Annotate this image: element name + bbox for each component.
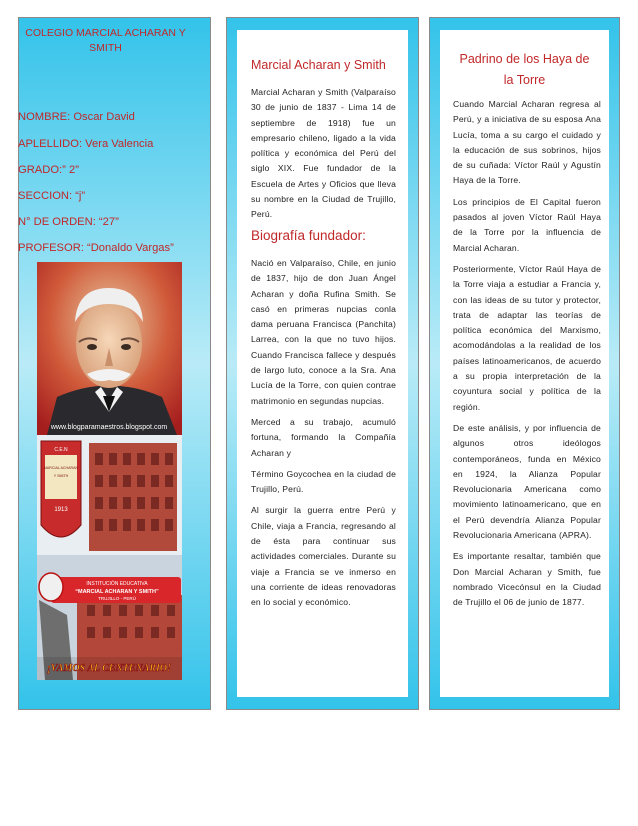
banner-line1: INSTITUCIÓN EDUCATIVA <box>86 581 148 587</box>
student-name: NOMBRE: Oscar David <box>18 111 135 123</box>
biography-title: Marcial Acharan y Smith <box>251 58 386 72</box>
biography-paragraph: Término Goycochea en la ciudad de Trujillo, Perú. <box>251 468 396 495</box>
biography-paragraph: Al surgir la guerra entre Perú y Chile, viaja a Francia, regresando al de ésta para continuar sus actividades comerciales. Durante su viaje a Francia se ve inmerso en una corriente de ideas renovadoras en lo social y económico. <box>251 505 396 608</box>
godfather-paragraph: De este análisis, y por influencia de algunos otros ideólogos contemporáneos, funda en México en 1924, la Alianza Popular Revolucionaria Americana como movimiento latinoamericano, que en el Perú devendría Alianza Popular Revolucionaria Americana (APRA). <box>453 422 601 541</box>
godfather-title-line1: Padrino de los Haya de <box>459 52 590 66</box>
crest-year: 1913 <box>54 507 68 513</box>
crest-building-illustration <box>37 435 182 555</box>
student-grade: GRADO:” 2” <box>18 164 79 176</box>
crest-top-text: C.E.N <box>54 447 68 453</box>
godfather-paragraph: Cuando Marcial Acharan regresa al Perú, y a iniciativa de su esposa Ana Lucía, toma a su cargo el cuidado y la educación de sus sobrinos, hijos de su cuñada: Víctor Raúl y Agustín Haya de la Torre. <box>453 99 601 186</box>
founder-portrait-illustration <box>37 262 182 435</box>
biography-body <box>251 256 396 617</box>
student-lastname: APLELLIDO: Vera Valencia <box>18 138 154 150</box>
centenario-slogan: ¡VAMOS AL CENTENARIO! <box>46 663 172 674</box>
teacher-name: PROFESOR: “Donaldo Vargas” <box>18 242 174 254</box>
crest-name-line2: Y SMITH <box>53 474 69 478</box>
school-banner-collage <box>37 555 182 680</box>
biography-section-heading: Biografía fundador: <box>251 228 366 243</box>
school-name <box>18 26 193 56</box>
banner-line3: TRUJILLO - PERÚ <box>98 596 136 601</box>
crest-name-line1: MARCIAL ACHARAN <box>43 466 79 470</box>
student-section: SECCION: “j” <box>18 190 86 202</box>
school-crest-and-building <box>37 435 182 555</box>
school-name-line1: COLEGIO MARCIAL ACHARAN Y <box>25 27 186 39</box>
godfather-paragraph: Posteriormente, Víctor Raúl Haya de la Torre viaja a estudiar a Francia y, con las ideas de su tutor y protector, trata de adaptar las teorías de política económica del Marxismo, acomodándolas a la realidad de los países latinoamericanos, de acuerdo a su propia interpretación de la coyuntura social y política de la región. <box>453 263 601 412</box>
portrait-watermark: www.blogparamaestros.blogspot.com <box>50 424 168 431</box>
biography-intro: Marcial Acharan y Smith (Valparaíso 30 de junio de 1837 - Lima 14 de septiembre de 1918) fue un empresario chileno, ligado a la vida política y económica del Perú del siglo XIX. Fue fundador de la Escuela de Artes y Oficios que lleva su nombre en la Ciudad de Trujillo, Perú. <box>251 87 396 220</box>
student-order-number: N° DE ORDEN: “27” <box>18 216 119 228</box>
godfather-paragraph: Es importante resaltar, también que Don Marcial Acharan y Smith, fue nombrado Vicecónsul en la Ciudad de Trujillo el 06 de junio de 1877. <box>453 551 601 608</box>
founder-portrait <box>37 262 182 435</box>
school-name-line2: SMITH <box>89 42 122 54</box>
godfather-title <box>445 49 604 91</box>
biography-paragraph: Nació en Valparaíso, Chile, en junio de 1837, hijo de don Juan Ángel Acharan y doña Rufina Smith. Se casó en primeras nupcias conla dama peruana Francisca (Panchita) Larrea, con la que no tuvo hijos. Cuando Francisca fallece y después de largo luto, conoce a la Sra. Ana Lucía de la Torre, con quien contrae matrimonio en segundas nupcias. <box>251 258 396 406</box>
banner-line2: “MARCIAL ACHARAN Y SMITH” <box>75 589 159 595</box>
biography-paragraph: Merced a su trabajo, acumuló fortuna, formando la Compañía Acharan y <box>251 416 396 458</box>
godfather-body <box>453 97 601 617</box>
banner-collage-illustration <box>37 555 182 680</box>
godfather-paragraph: Los principios de El Capital fueron pasados al joven Víctor Raúl Haya de la Torre por la influencia de Marcial Acharan. <box>453 196 601 253</box>
godfather-title-line2: la Torre <box>503 73 546 87</box>
